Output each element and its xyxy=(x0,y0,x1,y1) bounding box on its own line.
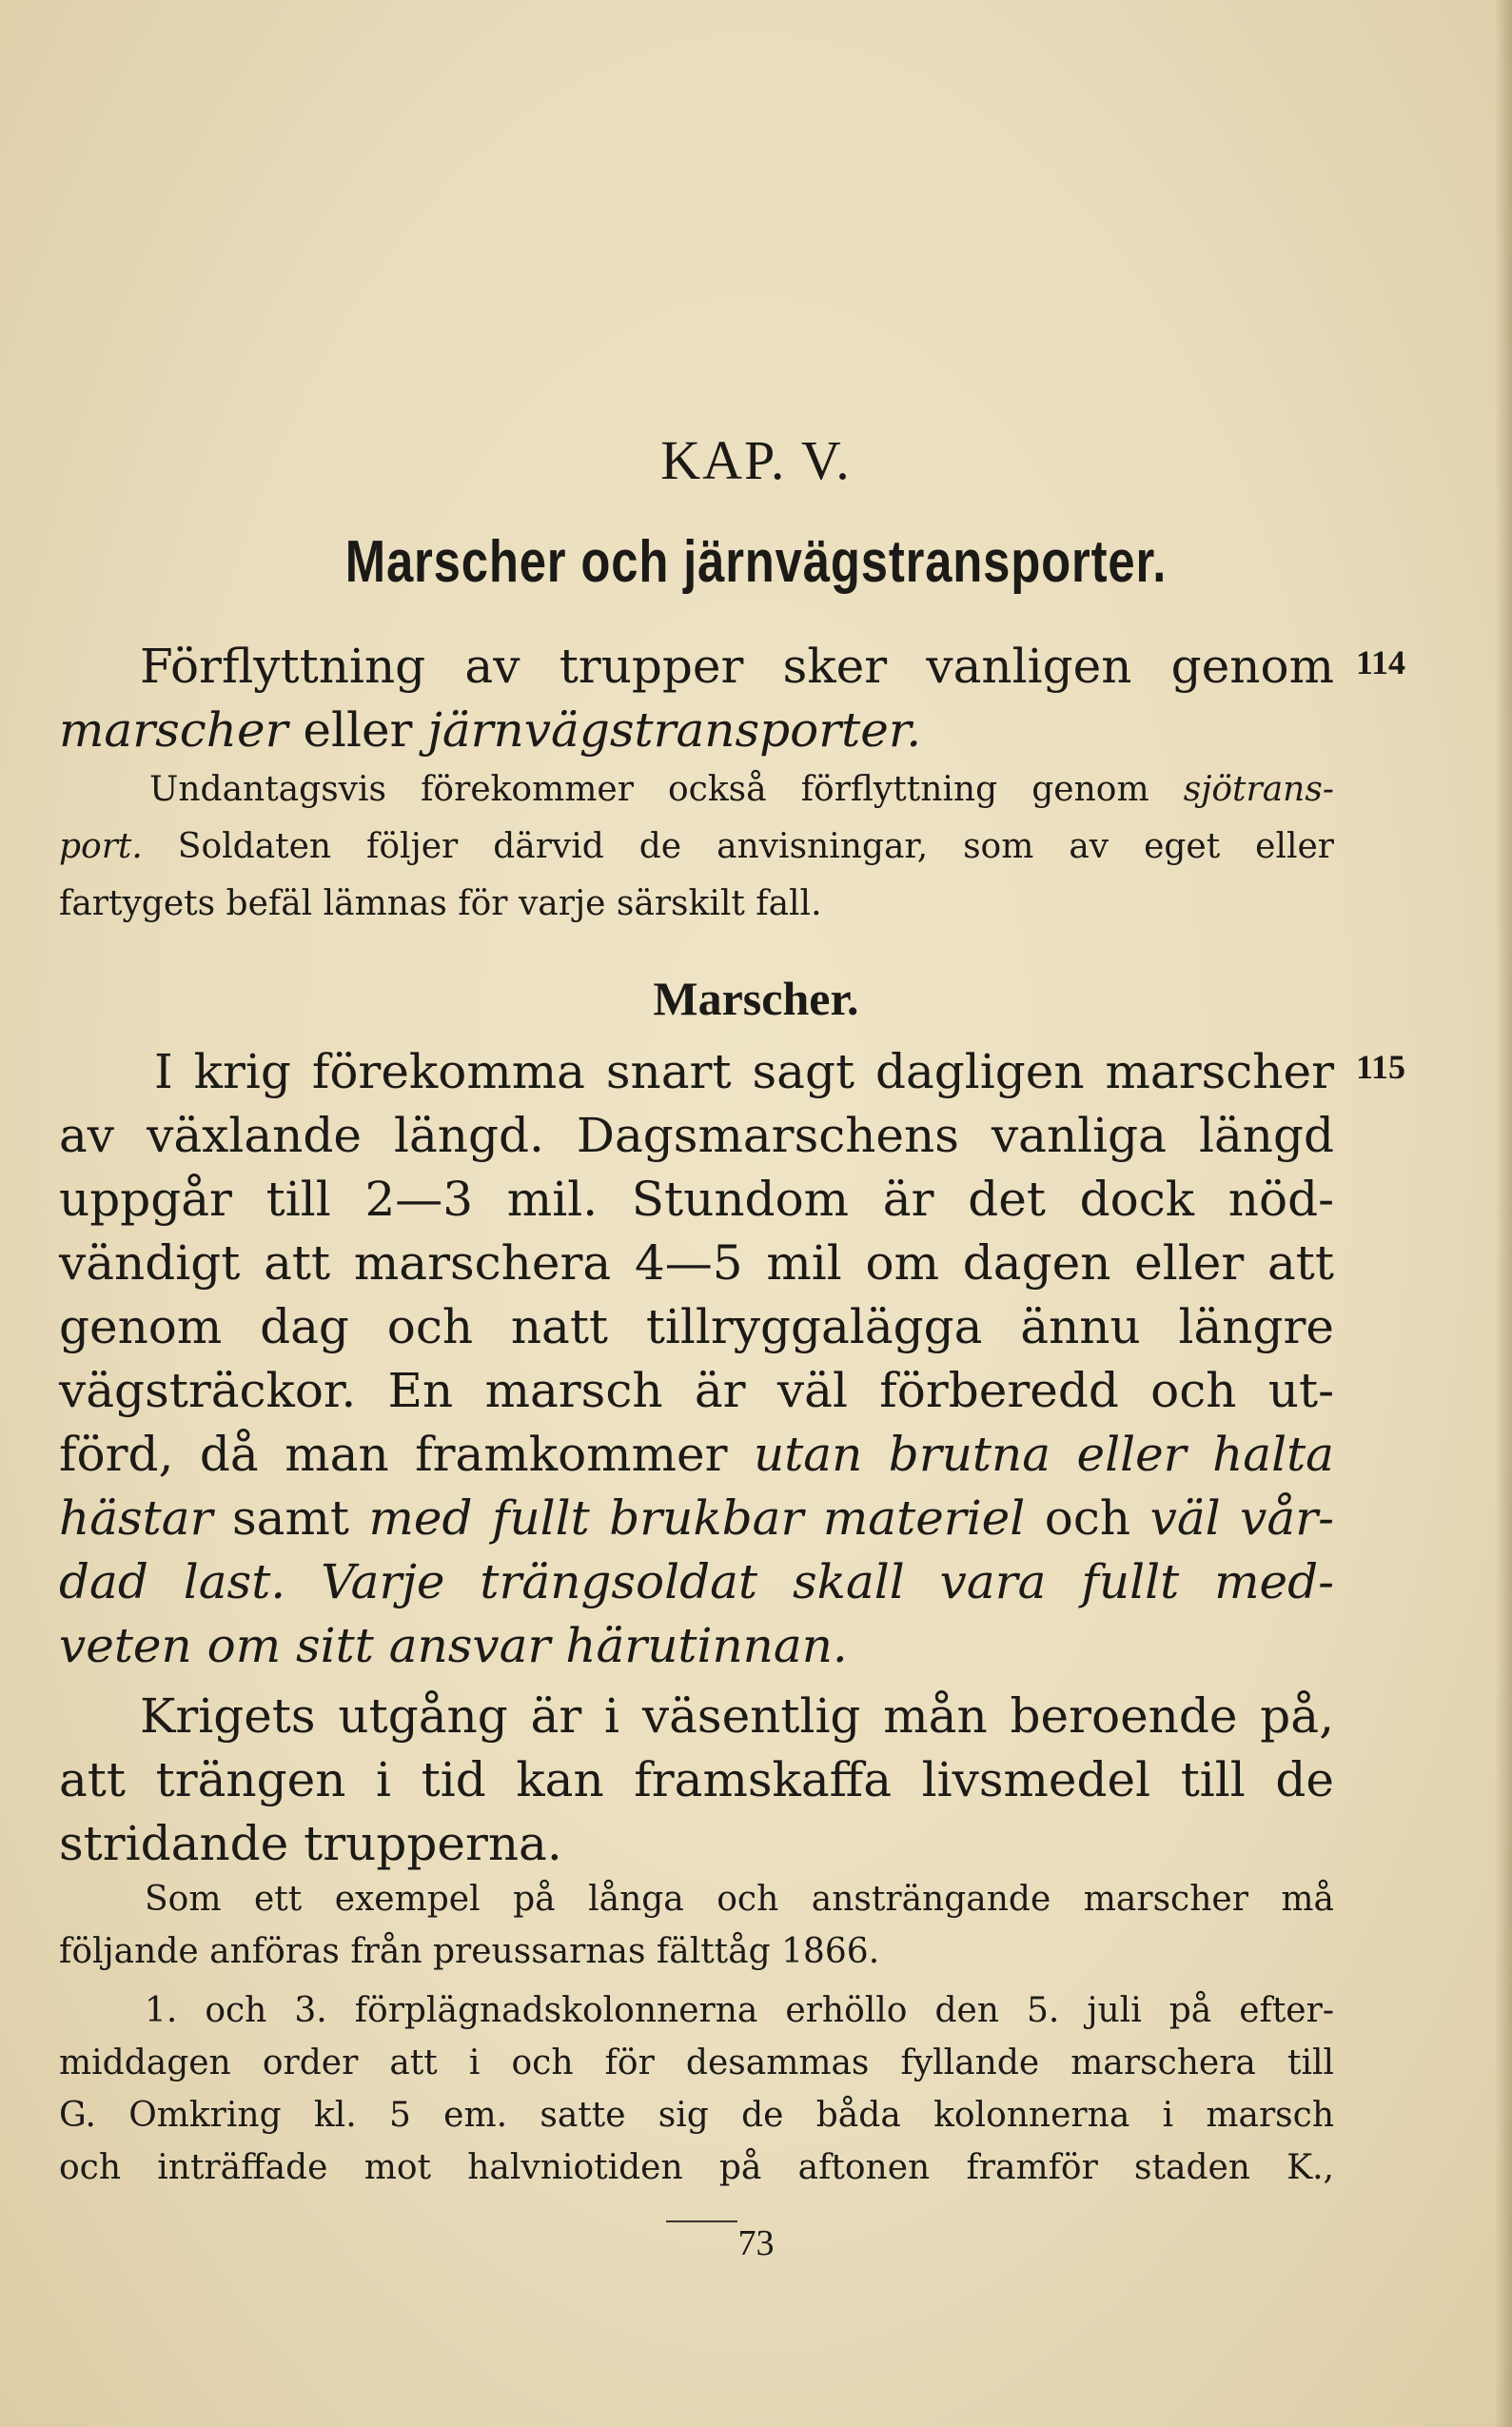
intro-paragraph xyxy=(59,635,1334,762)
note-sjotransport xyxy=(59,761,1334,933)
section-heading: Marscher. xyxy=(653,972,859,1025)
para2-line-1: Krigets utgång är i väsentlig mån beroende på, xyxy=(140,1688,1334,1744)
kriget-paragraph xyxy=(59,1685,1334,1876)
chapter-title: Marscher och järnvägstransporter. xyxy=(344,529,1168,595)
chapter-label: KAP. V. xyxy=(660,429,852,491)
note1-term-a: sjötrans- xyxy=(1183,770,1334,809)
note1-line-2 xyxy=(59,819,1334,876)
para1-line-3: uppgår till 2—3 mil. Stundom är det dock nöd- xyxy=(59,1172,1334,1227)
para1-l7-text: förd, då man framkommer xyxy=(59,1427,754,1482)
note1-text-b: Soldaten följer därvid de anvisningar, som av eget eller xyxy=(142,827,1334,866)
page-number: 73 xyxy=(737,2223,775,2263)
note1-term-b: port. xyxy=(59,827,143,866)
para1-line-8 xyxy=(59,1487,1334,1550)
para1-l9-italic-a: dad last. xyxy=(59,1554,286,1609)
intro-line-1: Förflyttning av trupper sker vanligen genom xyxy=(140,639,1334,694)
para1-line-4: vändigt att marschera 4—5 mil om dagen eller att xyxy=(59,1235,1334,1291)
para1-line-7 xyxy=(59,1423,1334,1487)
para1-line-9 xyxy=(59,1550,1334,1614)
note2-line-1: Som ett exempel på långa och ansträngande marscher må xyxy=(145,1880,1334,1919)
para1-l8-text-b: och xyxy=(1025,1490,1150,1546)
para1-l9-italic-b: Varje trängsoldat skall vara fullt med- xyxy=(285,1554,1334,1609)
para1-line-5: genom dag och natt tillryggalägga ännu längre xyxy=(59,1299,1334,1354)
para1-l7-italic: utan brutna eller halta xyxy=(754,1427,1334,1482)
margin-note-115: 115 xyxy=(1356,1048,1406,1086)
note3-line-1: 1. och 3. förplägnadskolonnerna erhöllo den 5. juli på efter- xyxy=(145,1991,1334,2030)
note1-line-3: fartygets befäl lämnas för varje särskilt fall. xyxy=(59,884,822,923)
para1-line-2: av växlande längd. Dagsmarschens vanliga längd xyxy=(59,1108,1334,1163)
note2-line-2: följande anföras från preussarnas fälttåg 1866. xyxy=(59,1932,880,1971)
note-exempel xyxy=(59,1873,1334,1978)
note1-line-1 xyxy=(59,761,1334,819)
para1-line-6: vägsträckor. En marsch är väl förberedd och ut- xyxy=(59,1363,1334,1418)
intro-term-jarnvag: järnvägstransporter. xyxy=(427,702,922,758)
note3-line-4: och inträffade mot halvniotiden på aftonen framför staden K., xyxy=(59,2148,1334,2187)
para1-l8-italic-b: med fullt brukbar materiel xyxy=(368,1490,1026,1546)
note3-line-2: middagen order att i och för desammas fyllande marschera till xyxy=(59,2043,1334,2082)
margin-note-114: 114 xyxy=(1356,643,1406,681)
para1-l8-text-a: samt xyxy=(212,1490,369,1546)
para2-line-2: att trängen i tid kan framskaffa livsmedel till de xyxy=(59,1752,1334,1807)
para1-l8-italic-a: hästar xyxy=(59,1490,213,1546)
intro-conjunction: eller xyxy=(287,702,428,758)
note-forplagnad xyxy=(59,1984,1334,2194)
para1-line-10: veten om sitt ansvar härutinnan. xyxy=(59,1618,848,1673)
para1-l8-italic-c: väl vår- xyxy=(1149,1490,1334,1546)
para1-line-1: I krig förekomma snart sagt dagligen marscher xyxy=(154,1044,1334,1099)
intro-term-marscher: marscher xyxy=(59,702,288,758)
note1-text-a: Undantagsvis förekommer också förflyttning genom xyxy=(149,770,1184,809)
intro-line-2 xyxy=(59,699,1334,762)
page-edge-shadow xyxy=(1495,0,1512,2427)
marscher-paragraph xyxy=(59,1040,1334,1678)
para2-line-3: stridande trupperna. xyxy=(59,1816,562,1871)
note3-line-3: G. Omkring kl. 5 em. satte sig de båda kolonnerna i marsch xyxy=(59,2096,1334,2135)
